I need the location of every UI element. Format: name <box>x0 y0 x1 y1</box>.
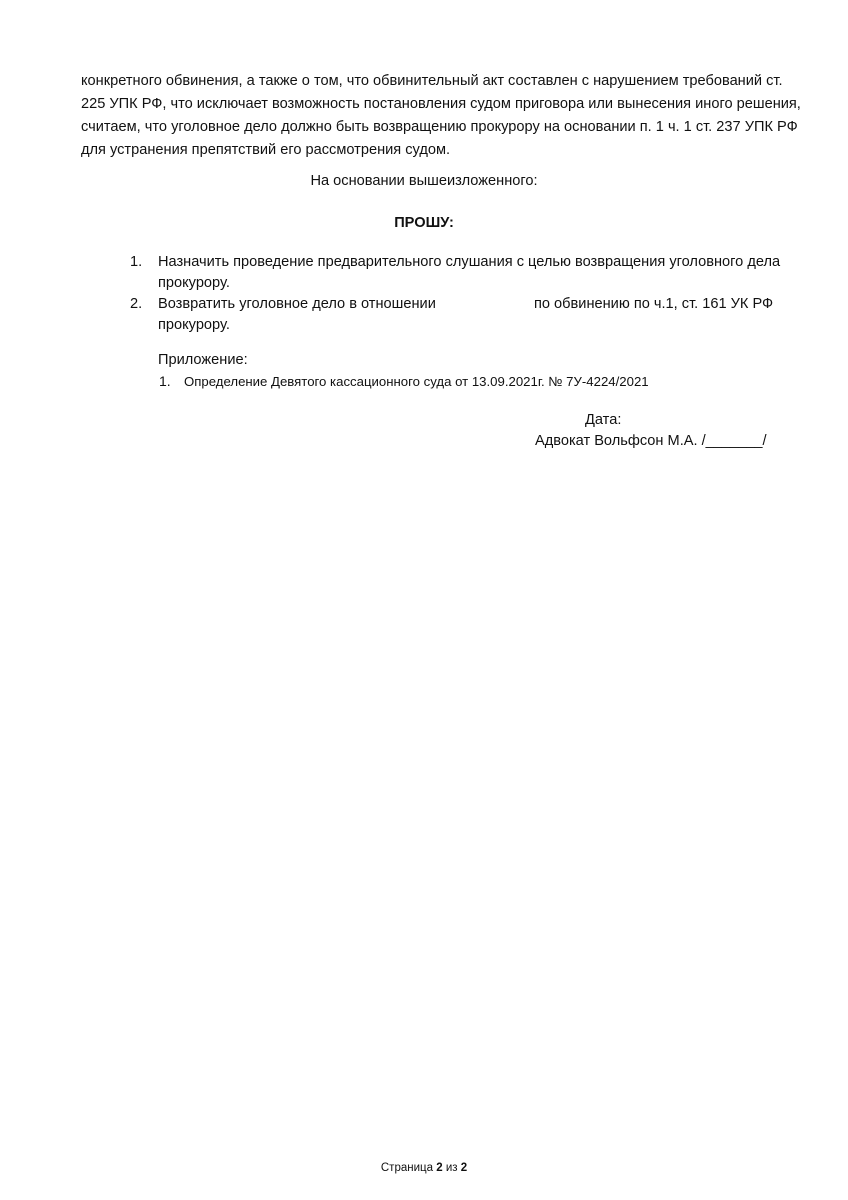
body-line: конкретного обвинения, а также о том, что обвинительный акт составлен с нарушением требований ст. <box>81 73 783 89</box>
body-line: для устранения препятствий его рассмотрения судом. <box>81 142 451 158</box>
body-line: 225 УПК РФ, что исключает возможность постановления судом приговора или вынесения иного решения, <box>81 96 801 112</box>
basis-line: На основании вышеизложенного: <box>310 173 538 189</box>
appendix-item-number: 1. <box>159 373 171 389</box>
request-item-2 <box>130 294 774 336</box>
request-title: ПРОШУ: <box>394 215 454 231</box>
footer-of-word: из <box>445 1162 458 1174</box>
footer-page-word: Страница <box>380 1162 433 1174</box>
body-paragraph <box>81 70 801 162</box>
date-label: Дата: <box>585 412 622 428</box>
body-line: считаем, что уголовное дело должно быть возвращению прокурору на основании п. 1 ч. 1 ст. 237 УПК РФ <box>81 119 798 135</box>
footer-current-page: 2 <box>436 1162 443 1174</box>
footer-total-pages: 2 <box>460 1162 468 1174</box>
page-footer <box>0 1160 848 1176</box>
request-number: 2. <box>130 296 143 312</box>
request-text <box>158 294 774 336</box>
request-line: прокурору. <box>158 275 230 291</box>
appendix-title: Приложение: <box>158 352 248 368</box>
request-text <box>158 252 781 294</box>
request-line <box>158 294 774 315</box>
request-line-part: Возвратить уголовное дело в отношении <box>158 296 436 312</box>
request-line: прокурору. <box>158 317 230 333</box>
appendix-item-text: Определение Девятого кассационного суда от 13.09.2021г. № 7У-4224/2021 <box>184 374 649 389</box>
request-number: 1. <box>130 254 143 270</box>
request-list <box>130 252 781 336</box>
appendix-item <box>159 371 649 392</box>
request-line: Назначить проведение предварительного слушания с целью возвращения уголовного дела <box>158 254 781 270</box>
signer-line: Адвокат Вольфсон М.А. /_______/ <box>535 433 767 449</box>
request-item-1 <box>130 252 781 294</box>
request-line-part: по обвинению по ч.1, ст. 161 УК РФ <box>533 296 774 312</box>
